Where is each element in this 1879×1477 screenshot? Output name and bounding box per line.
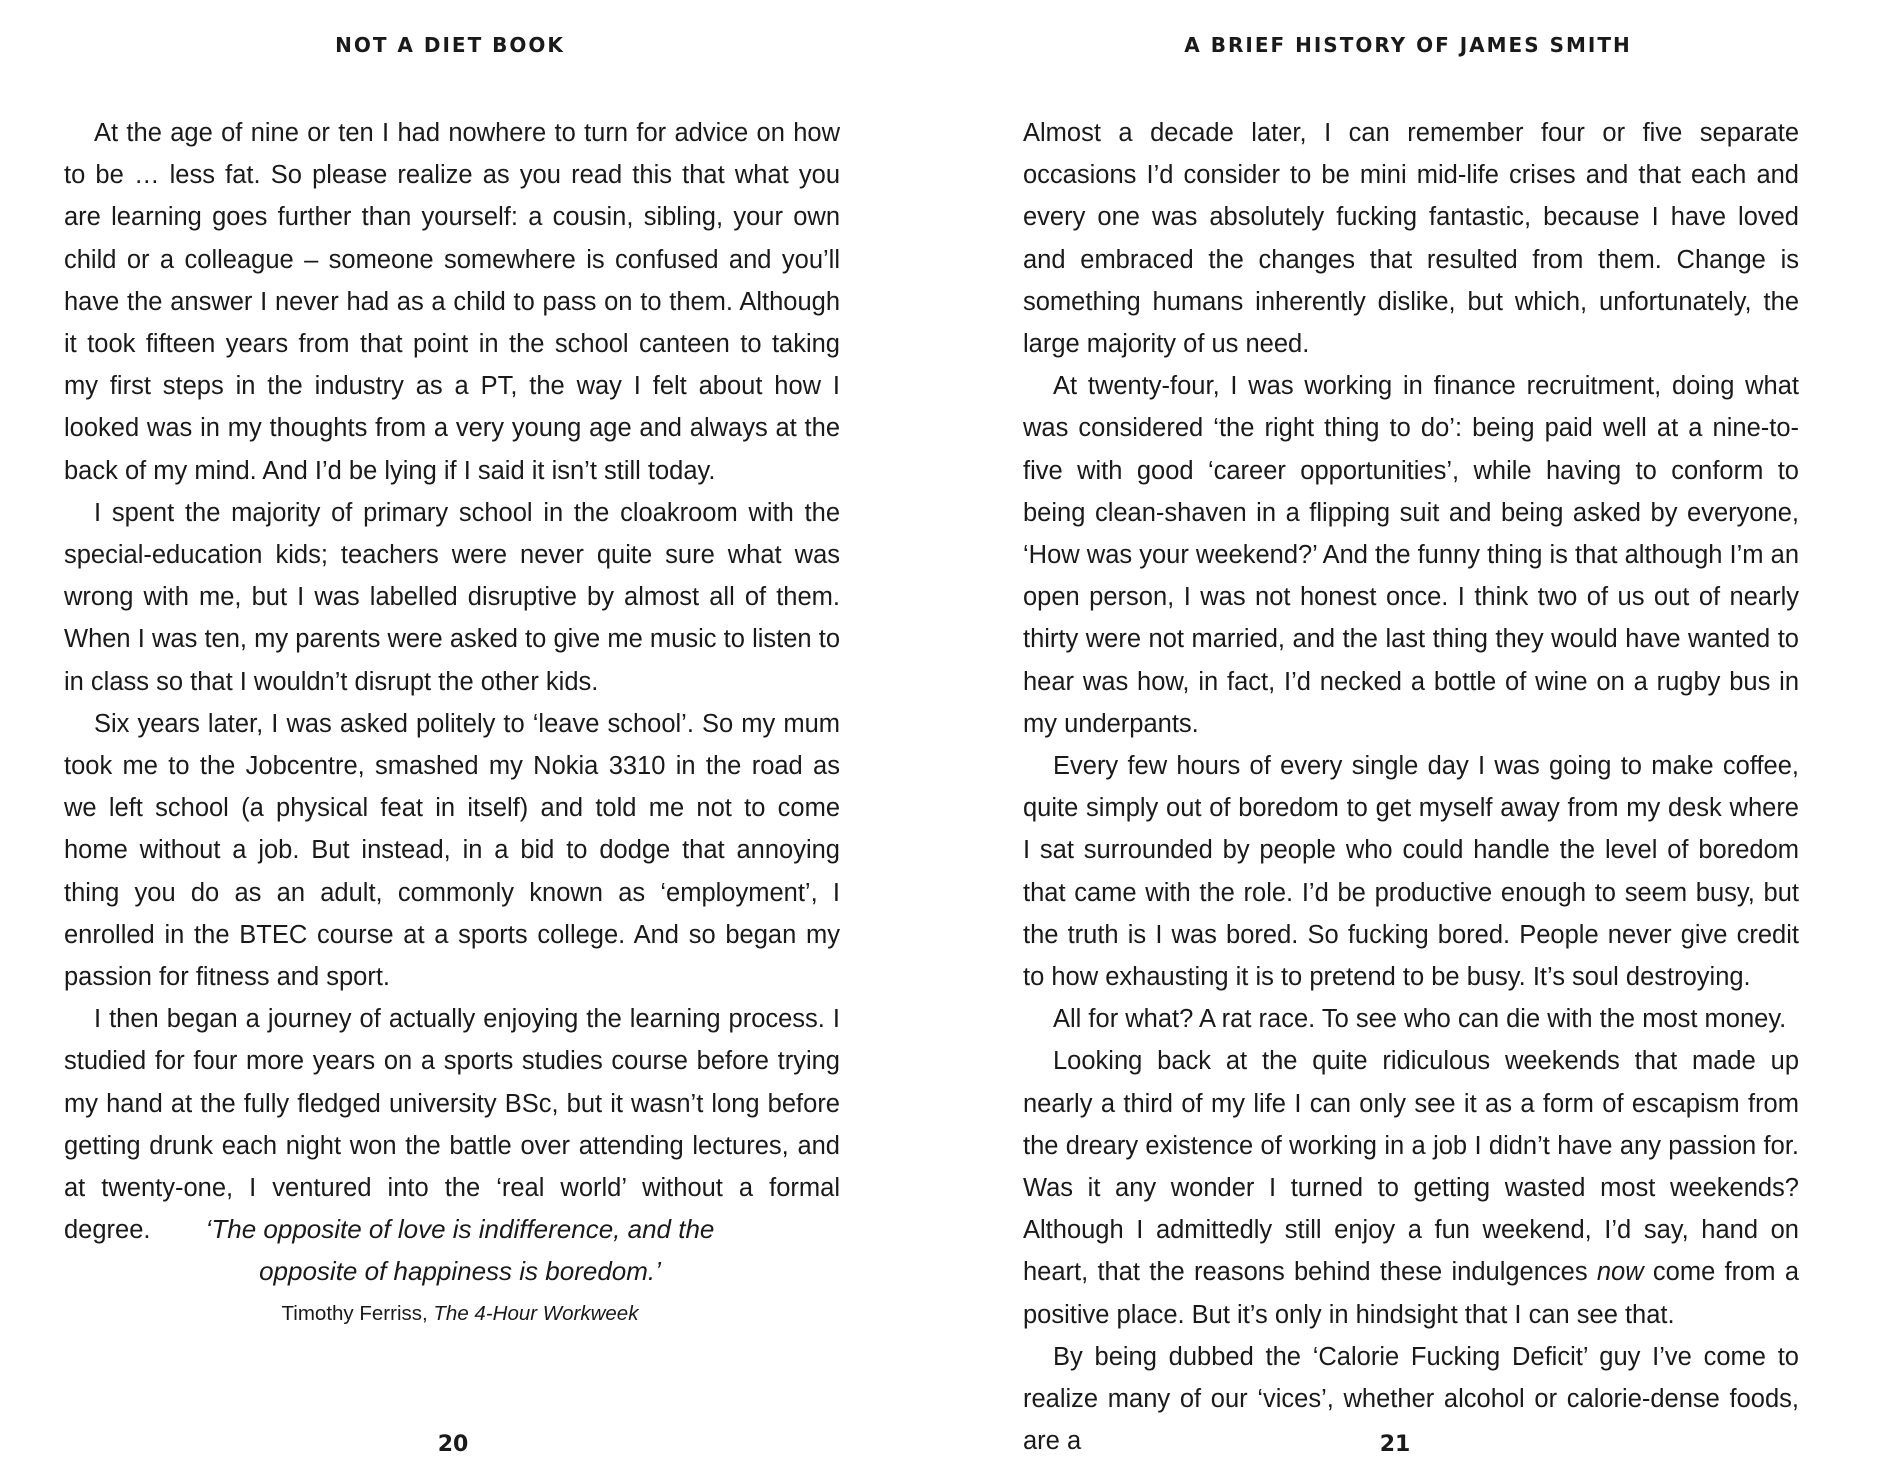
right-paragraph-4: All for what? A rat race. To see who can die with the most money.: [1053, 1005, 1787, 1034]
left-paragraph-2: I spent the majority of primary school in the cloakroom with the special-education kids; teachers were never quite sure what was wrong with me, but I was labelled disruptive by almost all of them. When I was ten, my parents were asked to give me music to listen to in class so that I wouldn’t disrupt the other kids.: [64, 498, 840, 696]
right-paragraph-2: At twenty-four, I was working in finance recruitment, doing what was considered ‘the right thing to do’: being paid well at a nine-to-five with good ‘career opportunities’, while having to conform to being clean-shaven in a flipping suit and being asked by everyone, ‘How was your weekend?’ And the funny thing is that although I’m an open person, I was not honest once. I think two of us out of nearly thirty were not married, and the last thing they would have wanted to hear was how, in fact, I’d necked a bottle of wine on a rugby bus in my underpants.: [1023, 372, 1799, 738]
right-page: [940, 0, 1879, 1477]
right-body-text: [1023, 112, 1799, 1463]
epigraph-attribution: [200, 1302, 720, 1326]
left-paragraph-3: Six years later, I was asked politely to ‘leave school’. So my mum took me to the Jobcentre, smashed my Nokia 3310 in the road as we left school (a physical feat in itself) and told me not to come home without a job. But instead, in a bid to dodge that annoying thing you do as an adult, commonly known as ‘employment’, I enrolled in the BTEC course at a sports college. And so began my passion for fitness and sport.: [64, 709, 840, 992]
right-paragraph-6: By being dubbed the ‘Calorie Fucking Deficit’ guy I’ve come to realize many of our ‘vices’, whether alcohol or calorie-dense foods, are a: [1023, 1342, 1799, 1456]
running-head-right: A BRIEF HISTORY OF JAMES SMITH: [1184, 33, 1632, 57]
attribution-author: Timothy Ferriss,: [281, 1302, 434, 1325]
attribution-work: The 4-Hour Workweek: [433, 1302, 639, 1325]
page-number-left: 20: [437, 1432, 469, 1457]
right-paragraph-5: [1023, 1040, 1799, 1335]
right-paragraph-3: Every few hours of every single day I was going to make coffee, quite simply out of boredom to get myself away from my desk where I sat surrounded by people who could handle the level of boredom that came with the role. I’d be productive enough to seem busy, but the truth is I was bored. So fucking bored. People never give credit to how exhausting it is to pretend to be busy. It’s soul destroying.: [1023, 752, 1799, 992]
right-paragraph-5-emphasis: now: [1596, 1258, 1644, 1287]
epigraph-quote: ‘The opposite of love is indifference, and the opposite of happiness is boredom.’: [205, 1214, 715, 1286]
right-paragraph-5-tail: come from a positive place. But it’s only in hindsight that I can see that.: [1023, 1258, 1800, 1329]
right-paragraph-5-lead: Looking back at the quite ridiculous weekends that made up nearly a third of my life I can only see it as a form of escapism from the dreary existence of working in a job I didn’t have any passion for. Was it any wonder I turned to getting wasted most weekends? Although I admittedly still enjoy a fun weekend, I’d say, hand on heart, that the reasons behind these indulgences: [1023, 1047, 1799, 1287]
running-head-left: NOT A DIET BOOK: [335, 33, 565, 57]
page-number-right: 21: [1379, 1432, 1411, 1457]
left-paragraph-1: At the age of nine or ten I had nowhere to turn for advice on how to be … less fat. So please realize as you read this that what you are learning goes further than yourself: a cousin, sibling, your own child or a colleague – someone somewhere is confused and you’ll have the answer I never had as a child to pass on to them. Although it took fifteen years from that point in the school canteen to taking my first steps in the industry as a PT, the way I felt about how I looked was in my thoughts from a very young age and always at the back of my mind. And I’d be lying if I said it isn’t still today.: [64, 119, 840, 485]
right-paragraph-1: Almost a decade later, I can remember four or five separate occasions I’d consider to be mini mid-life crises and that each and every one was absolutely fucking fantastic, because I have loved and embraced the changes that resulted from them. Change is something humans inherently dislike, but which, unfortunately, the large majority of us need.: [1023, 119, 1799, 359]
left-paragraph-4: I then began a journey of actually enjoying the learning process. I studied for four more years on a sports studies course before trying my hand at the fully fledged university BSc, but it wasn’t long before getting drunk each night won the battle over attending lectures, and at twenty-one, I ventured into the ‘real world’ without a formal degree.: [64, 1005, 840, 1245]
left-body-text: [64, 112, 840, 1251]
